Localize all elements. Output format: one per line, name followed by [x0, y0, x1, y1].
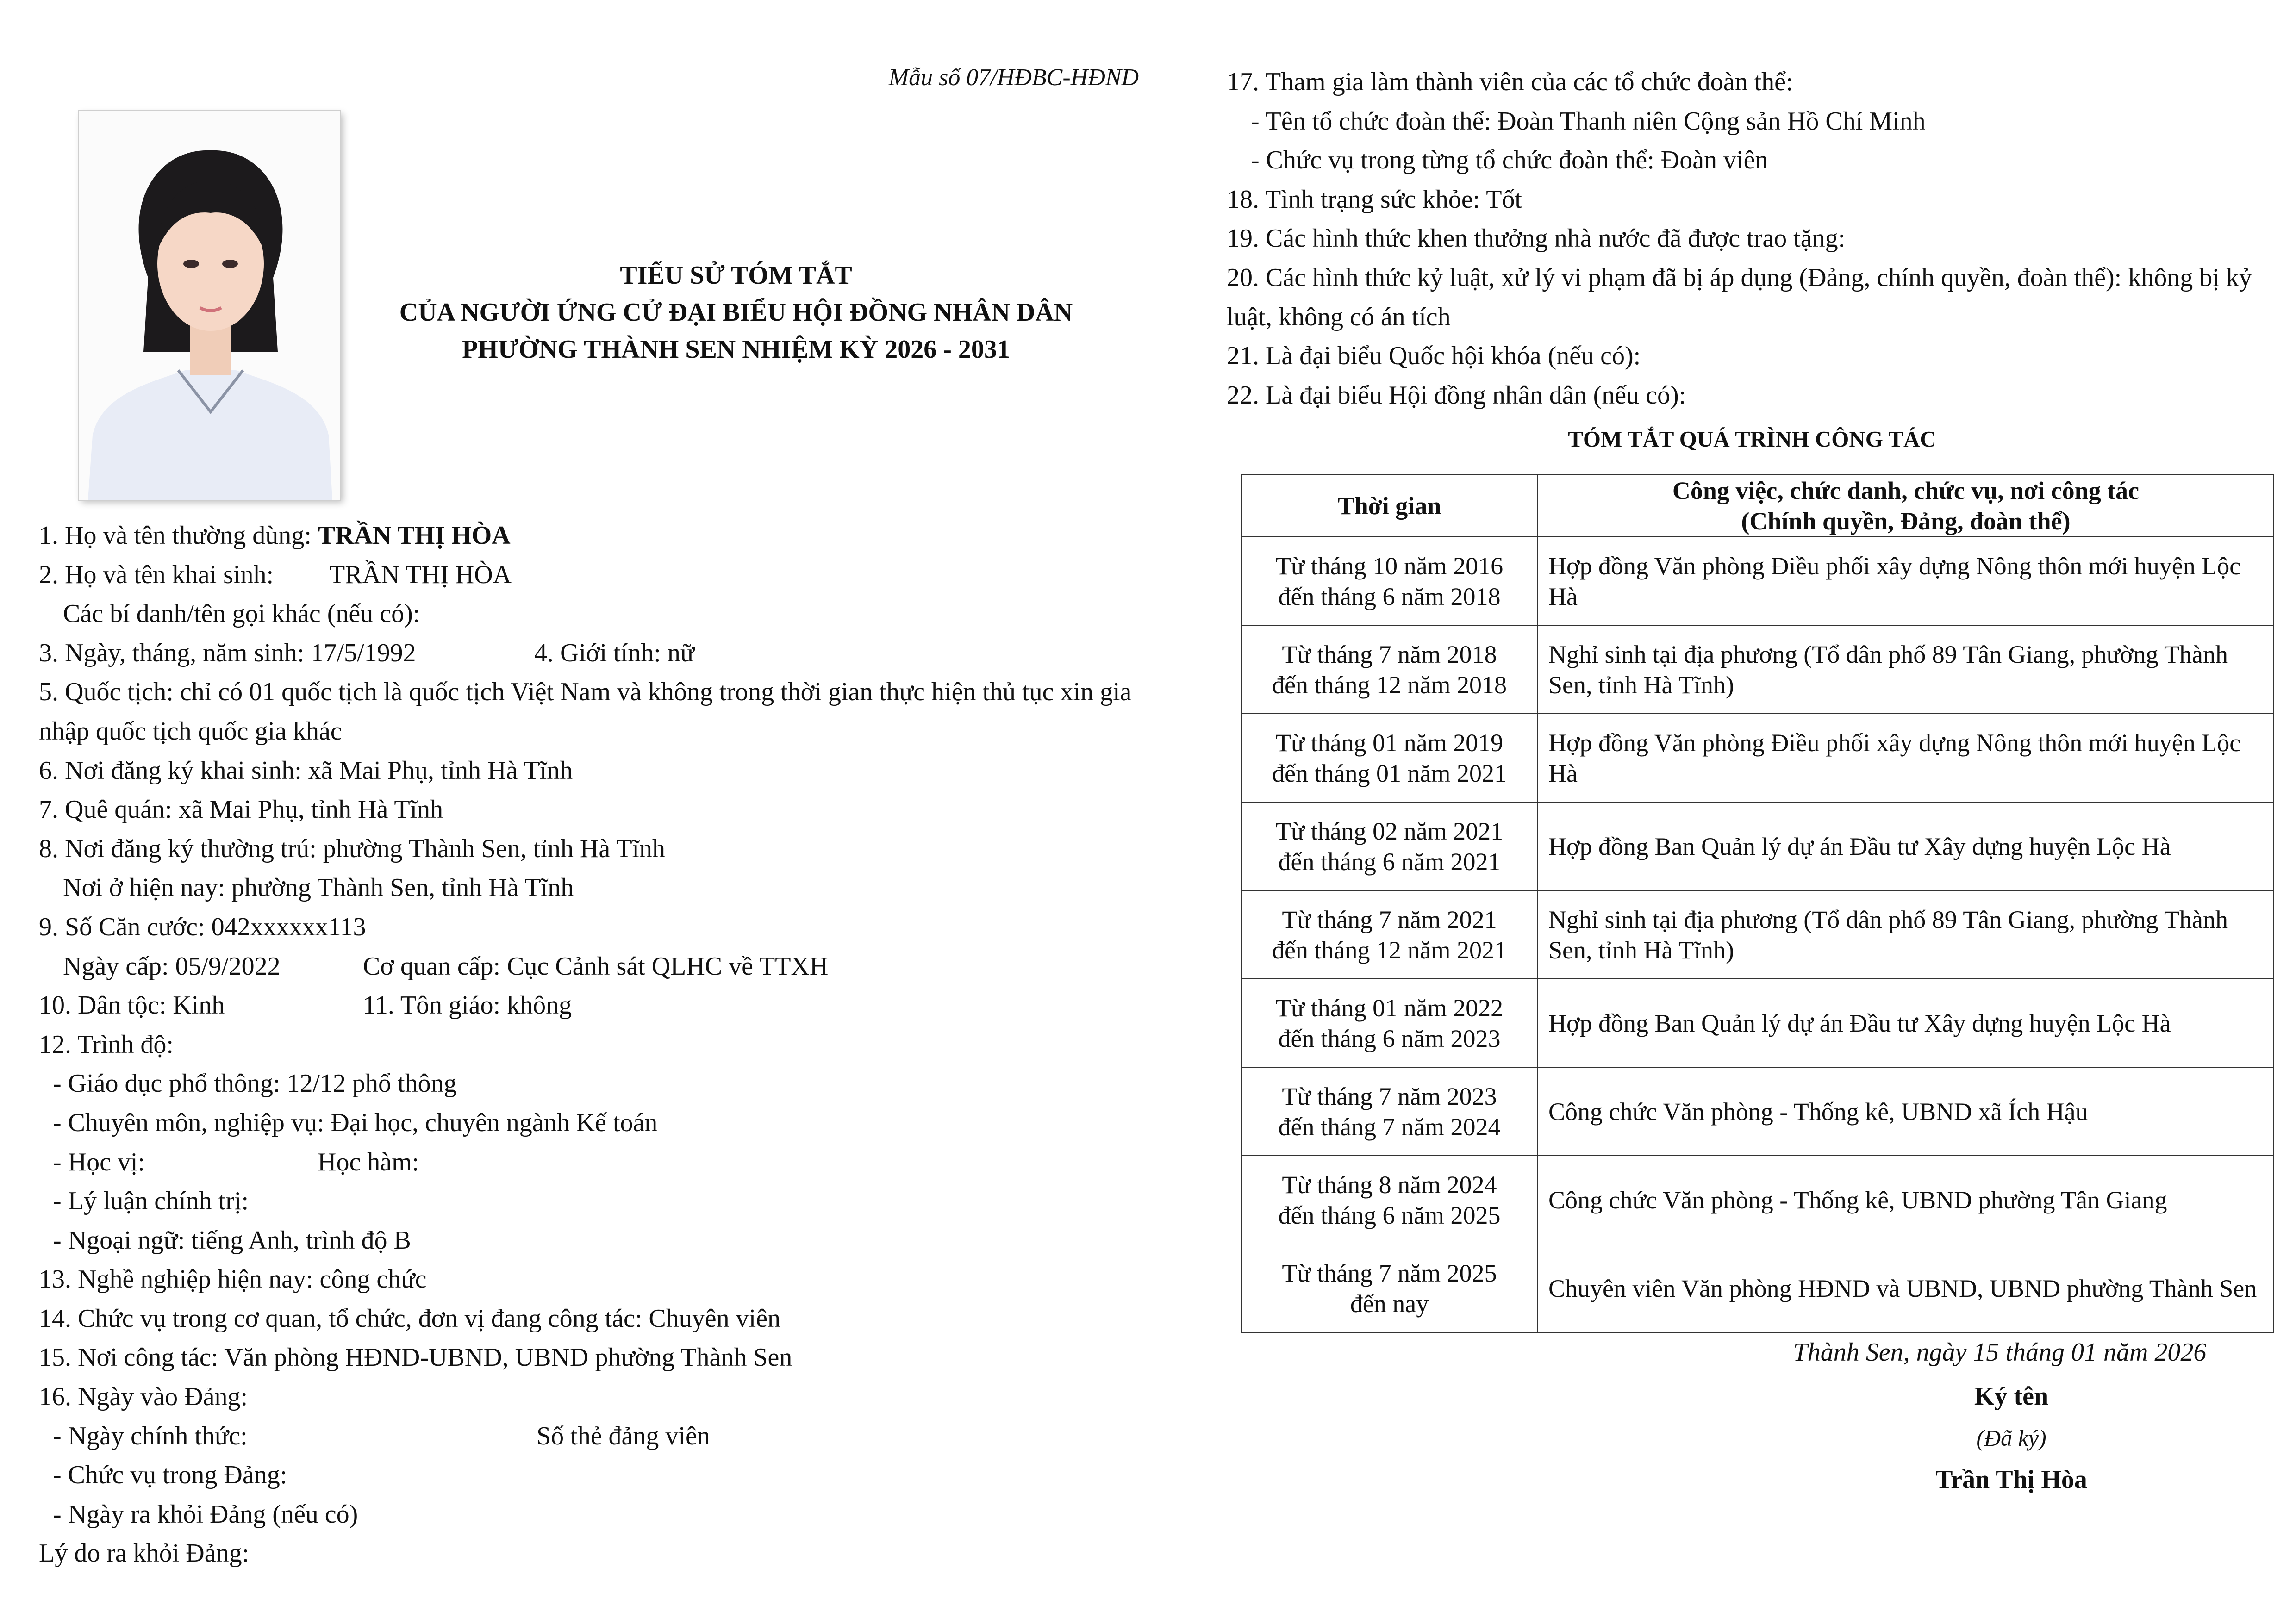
- ethnicity: 10. Dân tộc: Kinh: [39, 991, 225, 1020]
- table-row: [1241, 1244, 2274, 1332]
- work-history-title: TÓM TẮT QUÁ TRÌNH CÔNG TÁC: [1568, 426, 1936, 452]
- time-to: đến tháng 7 năm 2024: [1278, 1113, 1501, 1141]
- form-number: Mẫu số 07/HĐBC-HĐND: [888, 64, 1139, 91]
- bio-item-12e: - Ngoại ngữ: tiếng Anh, trình độ B: [53, 1226, 411, 1255]
- signer-name: Trần Thị Hòa: [1935, 1465, 2087, 1494]
- bio-item-2b: Các bí danh/tên gọi khác (nếu có):: [63, 599, 420, 628]
- bio-item-19: 19. Các hình thức khen thưởng nhà nước đã được trao tặng:: [1227, 224, 1846, 253]
- table-row: [1241, 537, 2274, 625]
- id-issue-agency: Cơ quan cấp: Cục Cảnh sát QLHC về TTXH: [363, 952, 829, 981]
- bio-item-22: 22. Là đại biểu Hội đồng nhân dân (nếu có):: [1227, 380, 1686, 410]
- header-time: Thời gian: [1241, 475, 1538, 537]
- bio-item-12c: [39, 1143, 1159, 1182]
- time-to: đến tháng 6 năm 2018: [1278, 582, 1501, 610]
- portrait-photo: [79, 111, 340, 500]
- bio-item-12b: - Chuyên môn, nghiệp vụ: Đại học, chuyên ngành Kế toán: [53, 1108, 658, 1137]
- bio-item-5: 5. Quốc tịch: chỉ có 01 quốc tịch là quốc tịch Việt Nam và không trong thời gian thực hiện thủ tục xin gia nhập quốc tịch quốc gia khác: [39, 678, 1132, 746]
- table-row: [1241, 714, 2274, 802]
- bio-item-3-4: [39, 634, 1159, 673]
- bio-item-7: 7. Quê quán: xã Mai Phụ, tỉnh Hà Tĩnh: [39, 795, 443, 824]
- document-title: [361, 257, 1111, 368]
- bio-item-20: 20. Các hình thức kỷ luật, xử lý vi phạm đã bị áp dụng (Đảng, chính quyền, đoàn thể): không bị kỷ luật, không có án tích: [1227, 263, 2252, 331]
- signed-note: (Đã ký): [1976, 1425, 2046, 1451]
- time-from: Từ tháng 10 năm 2016: [1275, 552, 1504, 580]
- bio-item-8b: Nơi ở hiện nay: phường Thành Sen, tỉnh Hà Tĩnh: [63, 873, 574, 902]
- bio-item-12a: - Giáo dục phổ thông: 12/12 phổ thông: [53, 1069, 457, 1098]
- job-cell: Công chức Văn phòng - Thống kê, UBND xã Ích Hậu: [1538, 1067, 2274, 1156]
- time-cell: [1241, 1244, 1538, 1332]
- time-cell: [1241, 979, 1538, 1067]
- time-from: Từ tháng 7 năm 2023: [1282, 1082, 1497, 1110]
- table-row: [1241, 1067, 2274, 1156]
- gender: 4. Giới tính: nữ: [534, 638, 695, 667]
- time-from: Từ tháng 01 năm 2022: [1275, 994, 1504, 1022]
- job-cell: Công chức Văn phòng - Thống kê, UBND phường Tân Giang: [1538, 1156, 2274, 1244]
- id-issue-date: Ngày cấp: 05/9/2022: [63, 952, 281, 981]
- time-from: Từ tháng 8 năm 2024: [1282, 1170, 1497, 1199]
- title-line-2: CỦA NGƯỜI ỨNG CỬ ĐẠI BIỂU HỘI ĐỒNG NHÂN DÂN: [399, 298, 1073, 327]
- birth-name-label: 2. Họ và tên khai sinh:: [39, 560, 274, 589]
- time-to: đến tháng 01 năm 2021: [1272, 759, 1507, 787]
- header-job: [1538, 475, 2274, 537]
- time-cell: [1241, 890, 1538, 979]
- time-to: đến tháng 12 năm 2021: [1272, 936, 1507, 964]
- time-cell: [1241, 537, 1538, 625]
- degree: - Học vị:: [53, 1147, 145, 1176]
- time-cell: [1241, 802, 1538, 890]
- time-cell: [1241, 714, 1538, 802]
- birth-name-value: TRẦN THỊ HÒA: [329, 560, 512, 589]
- time-to: đến tháng 6 năm 2021: [1278, 847, 1501, 876]
- bio-item-12: 12. Trình độ:: [39, 1030, 174, 1059]
- bio-item-21: 21. Là đại biểu Quốc hội khóa (nếu có):: [1227, 342, 1641, 371]
- bio-item-16c: - Ngày ra khỏi Đảng (nếu có): [53, 1500, 358, 1529]
- common-name-value: TRẦN THỊ HÒA: [318, 521, 511, 550]
- time-to: đến tháng 6 năm 2023: [1278, 1024, 1501, 1052]
- title-line-3: PHƯỜNG THÀNH SEN NHIỆM KỲ 2026 - 2031: [462, 335, 1010, 364]
- bio-item-9: 9. Số Căn cước: 042xxxxxx113: [39, 912, 366, 941]
- bio-item-8: 8. Nơi đăng ký thường trú: phường Thành Sen, tỉnh Hà Tĩnh: [39, 834, 665, 863]
- bio-item-16d: Lý do ra khỏi Đảng:: [39, 1539, 250, 1568]
- time-from: Từ tháng 7 năm 2018: [1282, 640, 1497, 668]
- table-row: [1241, 802, 2274, 890]
- table-row: [1241, 1156, 2274, 1244]
- table-row: [1241, 979, 2274, 1067]
- time-cell: [1241, 1067, 1538, 1156]
- title-line-1: TIỂU SỬ TÓM TẮT: [620, 261, 852, 290]
- job-cell: Nghỉ sinh tại địa phương (Tổ dân phố 89 Tân Giang, phường Thành Sen, tỉnh Hà Tĩnh): [1538, 890, 2274, 979]
- religion: 11. Tôn giáo: không: [363, 991, 572, 1020]
- bio-item-15: 15. Nơi công tác: Văn phòng HĐND-UBND, UBND phường Thành Sen: [39, 1343, 792, 1372]
- header-job-line-2: (Chính quyền, Đảng, đoàn thể): [1741, 507, 2071, 535]
- birth-date: 3. Ngày, tháng, năm sinh: 17/5/1992: [39, 638, 416, 667]
- job-cell: Hợp đồng Văn phòng Điều phối xây dựng Nông thôn mới huyện Lộc Hà: [1538, 537, 2274, 625]
- bio-item-17b: - Chức vụ trong từng tổ chức đoàn thể: Đoàn viên: [1251, 146, 1768, 175]
- job-cell: Hợp đồng Ban Quản lý dự án Đầu tư Xây dựng huyện Lộc Hà: [1538, 802, 2274, 890]
- header-job-line-1: Công việc, chức danh, chức vụ, nơi công tác: [1672, 477, 2140, 504]
- job-cell: Nghỉ sinh tại địa phương (Tổ dân phố 89 Tân Giang, phường Thành Sen, tỉnh Hà Tĩnh): [1538, 625, 2274, 714]
- time-cell: [1241, 1156, 1538, 1244]
- bio-item-10-11: [39, 986, 1159, 1025]
- bio-item-14: 14. Chức vụ trong cơ quan, tổ chức, đơn vị đang công tác: Chuyên viên: [39, 1304, 781, 1333]
- bio-item-17a: - Tên tổ chức đoàn thể: Đoàn Thanh niên Cộng sản Hồ Chí Minh: [1251, 106, 1926, 136]
- time-to: đến tháng 12 năm 2018: [1272, 671, 1507, 699]
- work-history-table: [1241, 474, 2274, 1333]
- table-row: [1241, 890, 2274, 979]
- bio-item-13: 13. Nghề nghiệp hiện nay: công chức: [39, 1265, 427, 1294]
- bio-item-17: 17. Tham gia làm thành viên của các tổ chức đoàn thể:: [1227, 68, 1793, 96]
- job-cell: Hợp đồng Ban Quản lý dự án Đầu tư Xây dựng huyện Lộc Hà: [1538, 979, 2274, 1067]
- table-header-row: [1241, 475, 2274, 537]
- time-to: đến nay: [1350, 1289, 1429, 1318]
- place-date: Thành Sen, ngày 15 tháng 01 năm 2026: [1793, 1338, 2207, 1367]
- time-from: Từ tháng 01 năm 2019: [1275, 728, 1504, 757]
- bio-left-column: [39, 516, 1159, 1573]
- common-name-label: 1. Họ và tên thường dùng:: [39, 521, 318, 550]
- time-to: đến tháng 6 năm 2025: [1278, 1201, 1501, 1229]
- bio-item-16: 16. Ngày vào Đảng:: [39, 1382, 248, 1412]
- bio-item-16b: - Chức vụ trong Đảng:: [53, 1461, 287, 1490]
- bio-item-1: [39, 516, 1159, 555]
- table-row: [1241, 625, 2274, 714]
- party-card-number: Số thẻ đảng viên: [537, 1421, 710, 1450]
- bio-item-9b: [39, 947, 1159, 986]
- bio-item-12d: - Lý luận chính trị:: [53, 1187, 249, 1216]
- bio-item-18: 18. Tình trạng sức khỏe: Tốt: [1227, 185, 1522, 214]
- party-official-date: - Ngày chính thức:: [53, 1421, 248, 1450]
- bio-item-2: [39, 555, 1159, 595]
- bio-item-16a: [39, 1417, 1159, 1456]
- time-from: Từ tháng 7 năm 2021: [1282, 905, 1497, 933]
- job-cell: Hợp đồng Văn phòng Điều phối xây dựng Nông thôn mới huyện Lộc Hà: [1538, 714, 2274, 802]
- sign-label: Ký tên: [1974, 1382, 2049, 1411]
- bio-right-column: [1227, 62, 2268, 415]
- time-cell: [1241, 625, 1538, 714]
- time-from: Từ tháng 7 năm 2025: [1282, 1259, 1497, 1287]
- time-from: Từ tháng 02 năm 2021: [1275, 817, 1504, 845]
- academic-title: Học hàm:: [318, 1147, 419, 1176]
- bio-item-6: 6. Nơi đăng ký khai sinh: xã Mai Phụ, tỉnh Hà Tĩnh: [39, 756, 573, 785]
- portrait-image: [79, 111, 340, 500]
- job-cell: Chuyên viên Văn phòng HĐND và UBND, UBND phường Thành Sen: [1538, 1244, 2274, 1332]
